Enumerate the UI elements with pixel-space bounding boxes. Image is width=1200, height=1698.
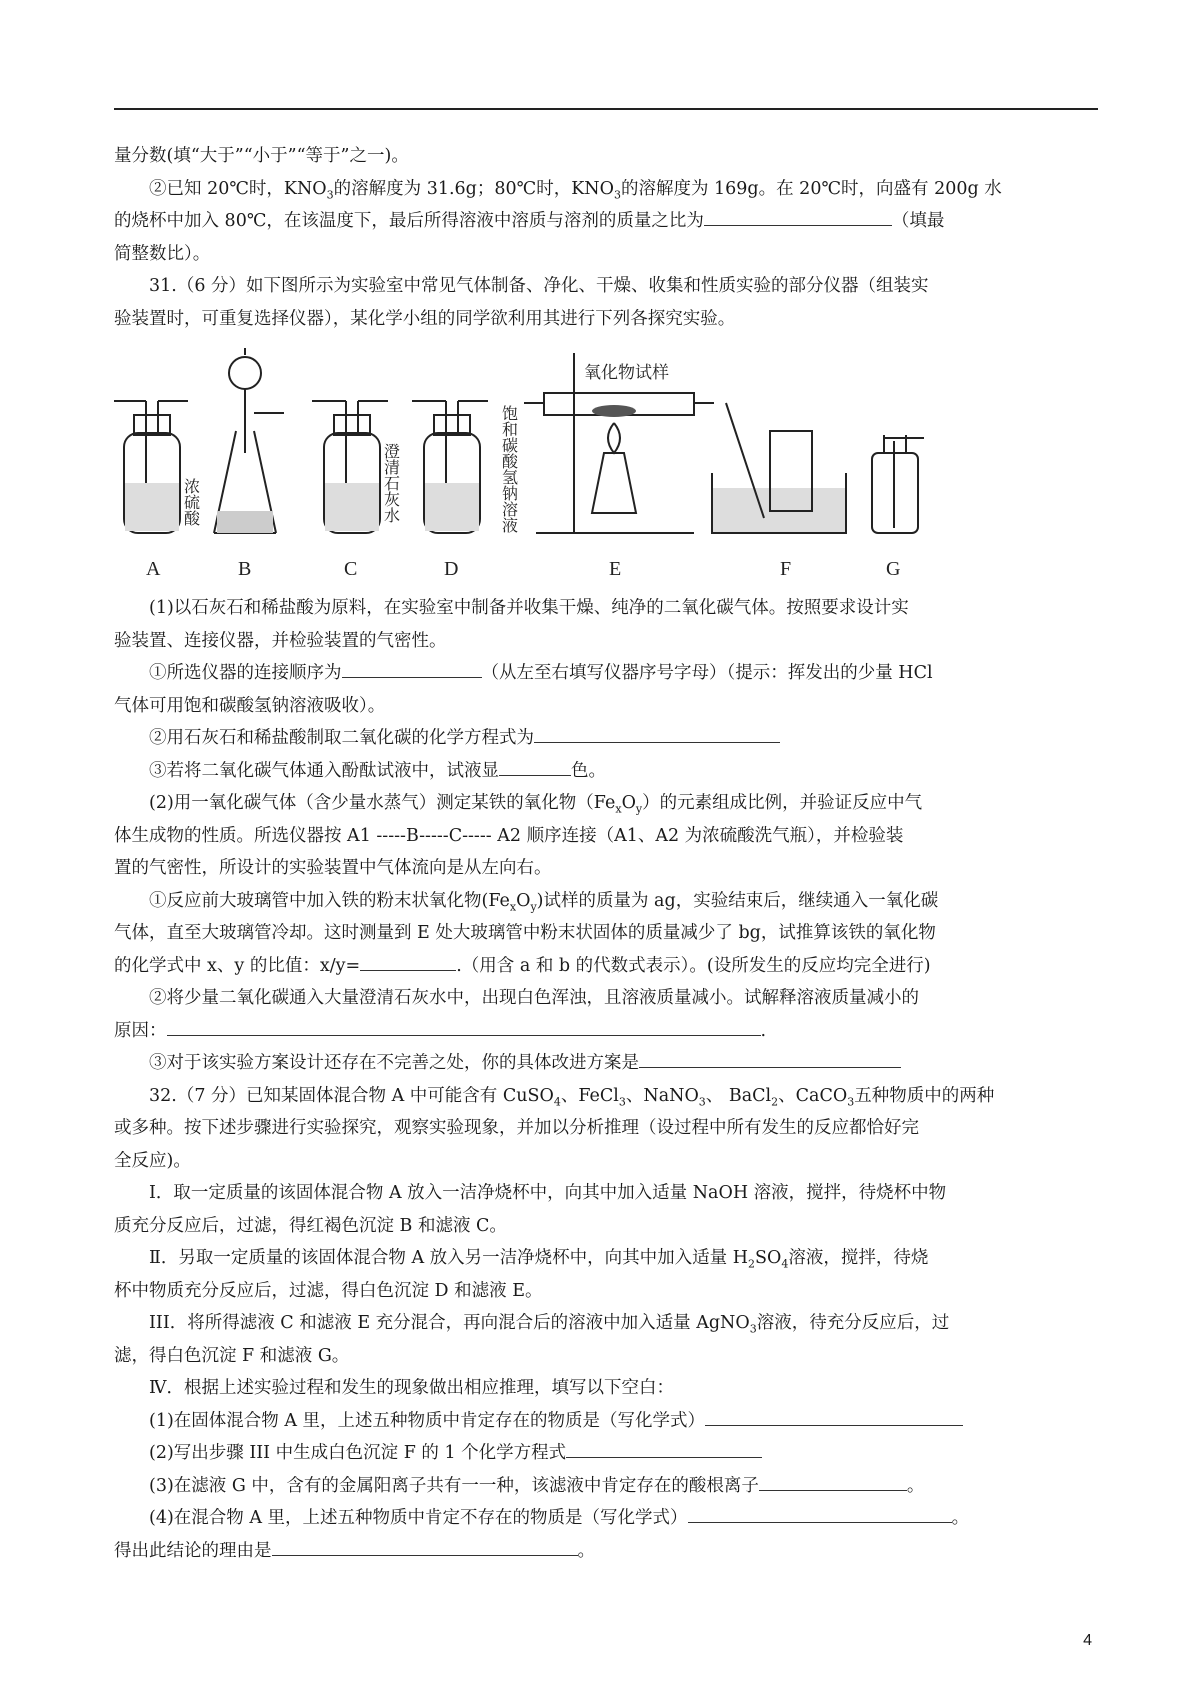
text-line: III．将所得滤液 C 和滤液 E 充分混合，再向混合后的溶液中加入适量 AgNO$_3$溶液，待充分反应后，过 <box>149 1313 950 1336</box>
text-line: ②已知 20℃时，$KNO_3$的溶解度为 31.6g；80℃时，$KNO_3$的溶解度为 169g。在 20℃时，向盛有 200g 水 <box>149 178 1002 201</box>
apparatus-f <box>712 403 846 533</box>
text-line: ③对于该实验方案设计还存在不完善之处，你的具体改进方案是 <box>114 1047 1098 1080</box>
text-line: 气体可用饱和碳酸氢钠溶液吸收）。 <box>114 695 386 716</box>
apparatus-b <box>214 348 284 533</box>
text-line: 气体，直至大玻璃管冷却。这时测量到 E 处大玻璃管中粉末状固体的质量减少了 bg，试推算该铁的氧化物 <box>114 923 936 943</box>
answer-blank[interactable] <box>688 1502 952 1523</box>
text-line: 验装置、连接仪器，并检验装置的气密性。 <box>114 630 447 651</box>
text-line: 置的气密性，所设计的实验装置中气体流向是从左向右。 <box>114 858 552 878</box>
label-a: A <box>146 558 161 580</box>
answer-blank[interactable] <box>360 950 456 971</box>
answer-blank[interactable] <box>167 1015 761 1036</box>
document-body <box>114 140 1098 1567</box>
text-line: 杯中物质充分反应后，过滤，得白色沉淀 D 和滤液 E。 <box>114 1280 543 1301</box>
text-line: 简整数比）。 <box>114 243 211 264</box>
text-line: (3)在滤液 G 中，含有的金属阳离子共有一一种，该滤液中肯定存在的酸根离子 。 <box>114 1470 1098 1503</box>
text-line: ③若将二氧化碳气体通入酚酞试液中，试液显 色。 <box>114 755 1098 788</box>
text-line: 验装置时，可重复选择仪器），某化学小组的同学欲利用其进行下列各探究实验。 <box>114 308 736 329</box>
answer-blank[interactable] <box>534 722 780 743</box>
answer-blank[interactable] <box>342 657 482 678</box>
question-31: 31.（6 分）如下图所示为实验室中常见气体制备、净化、干燥、收集和性质实验的部分仪器（组装实 <box>149 276 929 296</box>
answer-blank[interactable] <box>759 1470 907 1491</box>
text-line: 的化学式中 x、y 的比值：x/y= .（用含 a 和 b 的代数式表示）。(设所发生的反应均完全进行) <box>114 950 1098 983</box>
text-line: 滤，得白色沉淀 F 和滤液 G。 <box>114 1345 350 1366</box>
text-line: (4)在混合物 A 里，上述五种物质中肯定不存在的物质是（写化学式） 。 <box>114 1502 1098 1535</box>
text-line: 原因： . <box>114 1015 1098 1048</box>
text-line: 量分数(填“大于”“小于”“等于”之一)。 <box>114 146 409 166</box>
text-line: 得出此结论的理由是 。 <box>114 1535 1098 1568</box>
text-line: 全反应)。 <box>114 1150 191 1171</box>
text-line: 或多种。按下述步骤进行实验探究，观察实验现象，并加以分析推理（设过程中所有发生的反应都恰好完 <box>114 1118 919 1138</box>
label-b: B <box>238 558 252 580</box>
text-line: (2)用一氧化碳气体（含少量水蒸气）测定某铁的氧化物$(Fe_xO_y)$的元素组成比例，并验证反应中气 <box>149 793 923 816</box>
apparatus-c <box>312 401 388 533</box>
apparatus-d <box>412 401 488 533</box>
apparatus-g <box>872 435 924 533</box>
label-c-side: 澄清石灰水 <box>381 443 399 523</box>
text-line: 的烧杯中加入 80℃，在该温度下，最后所得溶液中溶质与溶剂的质量之比为 （填最 <box>114 205 1098 238</box>
text-line: (2)写出步骤 III 中生成白色沉淀 F 的 1 个化学方程式 <box>114 1437 1098 1470</box>
label-d-side: 饱和碳酸氢钠溶液 <box>499 405 517 533</box>
apparatus-a <box>114 401 188 533</box>
apparatus-diagram <box>114 343 1098 588</box>
label-f: F <box>780 558 792 580</box>
label-e-top: 氧化物试样 <box>584 363 669 382</box>
answer-blank[interactable] <box>705 1405 963 1426</box>
answer-blank[interactable] <box>272 1535 578 1556</box>
label-g: G <box>886 558 901 580</box>
answer-blank[interactable] <box>704 205 892 226</box>
text-line: ①反应前大玻璃管中加入铁的粉末状氧化物$(Fe_xO_y)$试样的质量为 ag，实验结束后，继续通入一氧化碳 <box>149 890 939 913</box>
label-d: D <box>444 558 459 580</box>
text-line: 质充分反应后，过滤，得红褐色沉淀 B 和滤液 C。 <box>114 1215 507 1236</box>
question-32: 32.（7 分）已知某固体混合物 A 中可能含有 CuSO$_4$、FeCl$_3$、NaNO$_3$、 BaCl$_2$、CaCO$_3$五种物质中的两种 <box>149 1085 995 1108</box>
text-line: Ⅳ．根据上述实验过程和发生的现象做出相应推理，填写以下空白： <box>149 1378 674 1398</box>
label-e: E <box>609 558 622 580</box>
apparatus-letter-labels <box>146 558 900 580</box>
text-line: (1)以石灰石和稀盐酸为原料，在实验室中制备并收集干燥、纯净的二氧化碳气体。按照要求设计实 <box>149 598 909 618</box>
answer-blank[interactable] <box>499 755 571 776</box>
text-line: ②用石灰石和稀盐酸制取二氧化碳的化学方程式为 <box>114 722 1098 755</box>
text-line: ①所选仪器的连接顺序为 （从左至右填写仪器序号字母）（提示：挥发出的少量 HCl <box>114 657 1098 690</box>
text-line: Ⅱ．另取一定质量的该固体混合物 A 放入另一洁净烧杯中，向其中加入适量 $H_2SO_4$溶液，搅拌，待烧 <box>149 1248 929 1271</box>
answer-blank[interactable] <box>566 1437 762 1458</box>
answer-blank[interactable] <box>639 1047 901 1068</box>
text-line: ②将少量二氧化碳通入大量澄清石灰水中，出现白色浑浊，且溶液质量减小。试解释溶液质量减小的 <box>149 988 919 1008</box>
header-rule <box>114 108 1098 110</box>
page-number: 4 <box>1083 1632 1092 1649</box>
label-c: C <box>344 558 358 580</box>
text-line: (1)在固体混合物 A 里，上述五种物质中肯定存在的物质是（写化学式） <box>114 1405 1098 1438</box>
text-line: I．取一定质量的该固体混合物 A 放入一洁净烧杯中，向其中加入适量 NaOH 溶液，搅拌，待烧杯中物 <box>149 1183 947 1203</box>
label-a-side: 浓硫酸 <box>181 478 199 526</box>
text-line: 体生成物的性质。所选仪器按 A1 -----B-----C----- A2 顺序连接（A1、A2 为浓硫酸洗气瓶），并检验装 <box>114 825 904 846</box>
